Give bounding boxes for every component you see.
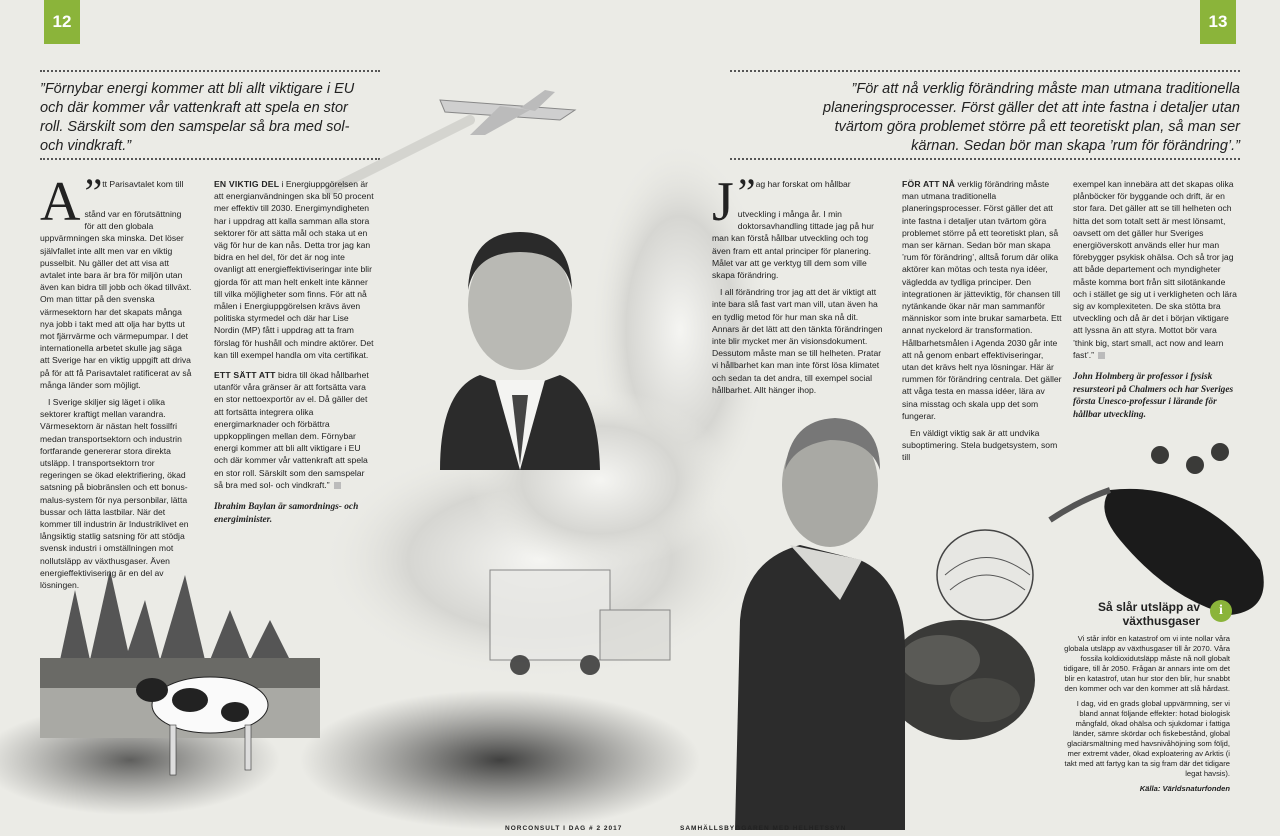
drop-cap: A [40,171,81,233]
body-paragraph: bidra till ökad hållbarhet utanför våra gränser är att fortsätta vara en stor nettoexportör av el. Då gäller det att fortsätta integrera olika energimarknader och förbättra uppkopplingen mellan dem. Förnybar energi kommer att bli allt viktigare i EU och där kommer vår vattenkraft att spela en stor roll. Särskilt som den samspelar så bra med sol- och vindkraft.” [214,370,369,490]
pea-illustration [1151,446,1169,464]
info-box [1058,600,1230,799]
page-number-right: 13 [1200,0,1236,44]
run-in-head: FÖR ATT NÅ [902,179,956,189]
body-paragraph: I Sverige skiljer sig läget i olika sektorer kraftigt mellan varandra. Värmesektorn är nästan helt fossilfri medan transportsektorn och industrin fortfarande genererar stora direkta utsläpp. I transportsektorn tror regeringen se ökad elektrifiering, ökad satsning på biobränslen och ett bonus-malus-system för nya personbilar, lätta bussar och lätta lastbilar. När det kommer till industrin är Industriklivet en långsiktig statlig satsning för att stödja svensk industri i omställningen mot nollutsläpp av växthusgaser. Även energieffektivisering är en del av lösningen. [40,397,189,591]
pea-illustration [1211,443,1229,461]
end-mark-icon [1098,352,1105,359]
article-column-4 [902,178,1062,469]
article-column-1 [40,170,192,596]
article-column-3 [712,170,887,401]
end-mark-icon [334,482,341,489]
onion-illustration [937,530,1033,620]
info-icon: i [1210,600,1232,622]
byline: Ibrahim Baylan är samordnings- och energiminister. [214,502,359,525]
body-paragraph: I all förändring tror jag att det är viktigt att inte bara slå fast vart man vill, utan även ha en tydlig metod för hur man ska nå dit. Annars är det lätt att den tänkta förändringen inte blir mycket mer än visionsdokument. Dessutom måste man se till helheten. Pratar vi hållbarhet kan man inte först lösa klimatet och sedan ta det andra, till exempel social hållbarhet. Allt hänger ihop. [712,287,883,395]
pea-illustration [1186,456,1204,474]
body-paragraph: En väldigt viktig sak är att undvika suboptimering. Stela budgetsystem, som till [902,428,1058,463]
pull-quote-left: ”Förnybar energi kommer att bli allt viktigare i EU och där kommer vår vattenkraft att spela en stor roll. Särskilt som den samspelar så bra med sol- och vindkraft.” [40,81,355,154]
body-paragraph: i Energiuppgörelsen är att energianvändningen ska bli 50 procent mer effektiv till 2030. Energimyndigheten har i uppdrag att kalla samman alla stora sektorer för att sätta mål och staka ut en väg för hur de kan nås. Detta tror jag kan bidra en hel del, för det är nog inte ovanligt att energieffektiviseringar inte blir gjorda för att man helt enkelt inte känner till vilka möjligheter som finns. För att nå målen i Energiuppgörelsen krävs även politiska styrmedel och där har Lise Nordin (MP) fått i uppdrag att ta fram förslag för hushåll och mindre aktörer. Det kan till exempel handla om vita certifikat. [214,179,374,360]
footer-left: NORCONSULT I DAG # 2 2017 [505,825,623,832]
run-in-head: EN VIKTIG DEL [214,179,280,189]
article-column-2 [214,178,374,531]
run-in-head: ETT SÄTT ATT [214,370,276,381]
quote-mark-icon: ” [737,170,756,215]
drop-cap: J [712,171,734,233]
info-box-title: Så slår utsläpp av växthusgaser [1097,600,1200,628]
body-paragraph: exempel kan innebära att det skapas olika plånböcker för byggande och drift, är en stor fara. Det gäller att se till helheten och hitta det som totalt sett är mest lönsamt, oavsett om det gäller hur Sveriges energiöverskott används eller hur man förebygger psykisk ohälsa. Och så tror jag att både departement och myndigheter måste komma bort från sitt silotänkande och i stället ge sig ut i verkligheten och lära sig av komplexiteten. De ska stötta bra utveckling och då är det i början viktigare att lyssna än att styra. Mottot bör vara ’think big, start small, act now and learn fast’.” [1073,179,1237,360]
byline: John Holmberg är professor i fysisk resursteori på Chalmers och har Sveriges första Unesco-professur i lärande för hållbar utveckling. [1073,372,1234,420]
info-box-source: Källa: Världsnaturfonden [1139,784,1230,793]
quote-mark-icon: ” [84,170,103,215]
body-paragraph: tt Parisavtalet kom till stånd var en förutsättning för att den globala uppvärmningen ska minska. Det löser självfallet inte allt men var en viktig pusselbit. Nu gäller det att visa att avtalet inte bara är bra för miljön utan även kan bidra till jobb och ökad tillväxt. Om man tittar på den svenska värmesektorn har det skapats många nya jobb i takt med att olja har bytts ut mot fjärrvärme och värmepumpar. I det internationella arbetet skulle jag säga att Sverige har en viktig uppgift att driva på för att få Parisavtalet ratificerat av så många länder som möjligt. [40,179,192,390]
footer-right: SAMHÄLLSBYGGAREN MED HELHETSSYN [680,825,847,832]
info-box-paragraph: Vi står inför en katastrof om vi inte nollar våra globala utsläpp av växthusgaser till år 2070. Våra fossila koldioxidutsläpp måste nå noll globalt tidigare, till år 2050. Frågan är annars inte om det blir en katastrof, utan hur stor den blir, hur snabbt den kommer och var den kommer att slå hårdast. [1063,634,1230,693]
body-paragraph: ag har forskat om hållbar utveckling i många år. I min doktorsavhandling tittade jag på hur man kan förstå hållbar utveckling och tog även fram ett antal principer för planering. Målet var att ge verktyg till dem som ville skapa förändring. [712,179,874,281]
pull-quote-right: ”För att nå verklig förändring måste man utmana traditionella planeringsprocesser. Först gäller det att inte fastna i detaljer utan tvärtom göra problemet större på ett teoretiskt plan, så man ser kärnan. Sedan bör man skapa ’rum för förändring’.” [823,81,1240,154]
body-paragraph: verklig förändring måste man utmana traditionella planeringsprocesser. Först gäller det att inte fastna i detaljer utan tvärtom göra problemet större på ett teoretiskt plan, så man ser kärnan. Sedan bör man skapa ’rum för förändring’, alltså forum där olika aktörer kan mötas och testa nya idéer, vägledda av tydliga principer. Den integrationen är jätteviktig, för chansen till nytänkande ökar när man sammanför människor som inte brukar samarbeta. Ett annat nyckelord är transformation. Hållbarhetsmålen i Agenda 2030 går inte att nå genom enbart effektiviseringar, utan det krävs helt nya lösningar. Här är rummen för förändring centrala. Det gäller att våga testa en massa idéer, lära av sina misstag och skala upp det som fungerar. [902,179,1062,421]
portrait-ibrahim-baylan [440,232,600,470]
eggplant-illustration [1050,489,1264,615]
kale-illustration [885,620,1035,740]
page-number-left: 12 [44,0,80,44]
info-box-paragraph: I dag, vid en grads global uppvärmning, ser vi bland annat följande effekter: hotad biologisk mångfald, ökad ohälsa och sjukdomar i fattiga länder, sämre skördar och fiskebestånd, global glaciärsmältning med havsnivåhöjning som följd, mer extremt väder, ökad exploatering av Arktis (i takt med att fartyg kan ta sig fram där det tidigare legat havsis). [1064,699,1230,778]
article-column-5 [1073,178,1238,426]
portrait-john-holmberg [735,418,905,830]
